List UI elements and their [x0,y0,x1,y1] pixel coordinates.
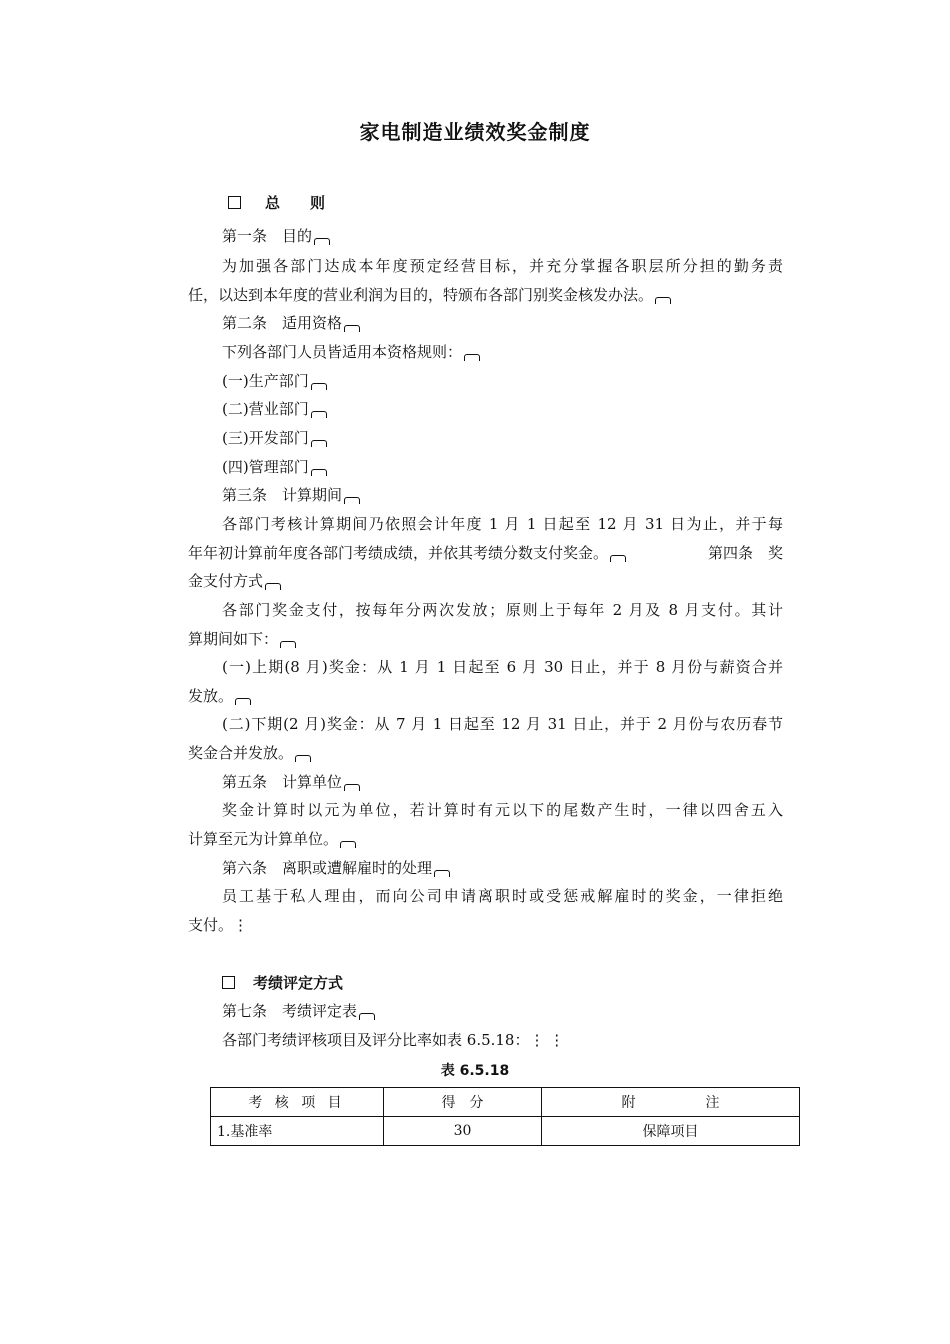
table-cell-score: 30 [384,1117,542,1146]
paragraph-mark-icon [311,411,327,418]
checkbox-square-icon [222,976,235,989]
table-caption: 表 6.5.18 [440,1063,510,1079]
article-6-label: 第六条 离职或遭解雇时的处理 [222,858,783,878]
article-4-text-2: 算期间如下： [188,629,783,649]
article-1-text-2: 任，以达到本年度的营业利润为目的，特颁布各部门别奖金核发办法。 [188,285,783,305]
paragraph-mark-icon [344,784,360,791]
article-4-item-1: (一)上期(8 月)奖金：从 1 月 1 日起至 6 月 30 日止，并于 8 月份与薪资合并 [222,658,783,676]
paragraph-mark-icon [311,440,327,447]
table-header-row [211,1088,800,1117]
article-5-label: 第五条 计算单位 [222,772,783,792]
paragraph-mark-icon [340,841,356,848]
article-4-text-1: 各部门奖金支付，按每年分两次发放；原则上于每年 2 月及 8 月支付。其计 [222,601,783,619]
paragraph-mark-icon [434,870,450,877]
list-item: (二)营业部门 [222,399,783,419]
list-item: (三)开发部门 [222,428,783,448]
article-3-text-2: 年年初计算前年度各部门考绩成绩，并依其考绩分数支付奖金。 第四条 奖 [188,544,783,562]
article-3-text-1: 各部门考核计算期间乃依照会计年度 1 月 1 日起至 12 月 31 日为止，并于每 [222,515,783,533]
table-header-cell: 考 核 项 目 [211,1088,384,1117]
section-heading-evaluation: 考绩评定方式 [222,973,783,993]
paragraph-mark-icon [311,469,327,476]
evaluation-table [210,1087,800,1146]
article-2-text: 下列各部门人员皆适用本资格规则： [222,342,783,362]
table-cell-item: 1.基准率 [211,1117,384,1146]
checkbox-square-icon [228,196,241,209]
article-4-item-2: (二)下期(2 月)奖金：从 7 月 1 日起至 12 月 31 日止，并于 2 月份与农历春节 [222,715,783,733]
list-item: (一)生产部门 [222,371,783,391]
article-1-label: 第一条 目的 [222,226,783,246]
article-6-text-1: 员工基于私人理由，而向公司申请离职时或受惩戒解雇时的奖金，一律拒绝 [222,887,783,905]
article-6-text-2: 支付。⋮ [188,916,249,934]
article-7-label: 第七条 考绩评定表 [222,1001,783,1021]
paragraph-mark-icon [464,354,480,361]
article-5-text-2: 计算至元为计算单位。 [188,829,783,849]
article-4-label: 第四条 奖 [707,544,783,562]
paragraph-mark-icon [295,755,311,762]
list-item: (四)管理部门 [222,457,783,477]
article-3-label: 第三条 计算期间 [222,485,783,505]
paragraph-mark-icon [265,583,281,590]
article-7-text: 各部门考绩评核项目及评分比率如表 6.5.18：⋮ ⋮ [222,1031,565,1049]
document-title: 家电制造业绩效奖金制度 [359,120,591,144]
article-4-label-cont: 金支付方式 [188,571,783,591]
table-cell-note: 保障项目 [542,1117,800,1146]
paragraph-mark-icon [344,497,360,504]
paragraph-mark-icon [314,238,330,245]
paragraph-mark-icon [610,555,626,562]
article-1-text-1: 为加强各部门达成本年度预定经营目标，并充分掌握各职层所分担的勤务责 [222,257,783,275]
article-4-item-2-cont: 奖金合并发放。 [188,743,783,763]
paragraph-mark-icon [280,641,296,648]
table-row [211,1117,800,1146]
article-2-label: 第二条 适用资格 [222,313,783,333]
table-header-cell: 得 分 [384,1088,542,1117]
paragraph-mark-icon [311,383,327,390]
section-heading-general: 总 则 [228,193,789,213]
article-5-text-1: 奖金计算时以元为单位，若计算时有元以下的尾数产生时，一律以四舍五入 [222,801,783,819]
article-4-item-1-cont: 发放。 [188,686,783,706]
paragraph-mark-icon [655,297,671,304]
paragraph-mark-icon [344,325,360,332]
table-header-cell: 附 注 [542,1088,800,1117]
paragraph-mark-icon [235,698,251,705]
paragraph-mark-icon [359,1013,375,1020]
